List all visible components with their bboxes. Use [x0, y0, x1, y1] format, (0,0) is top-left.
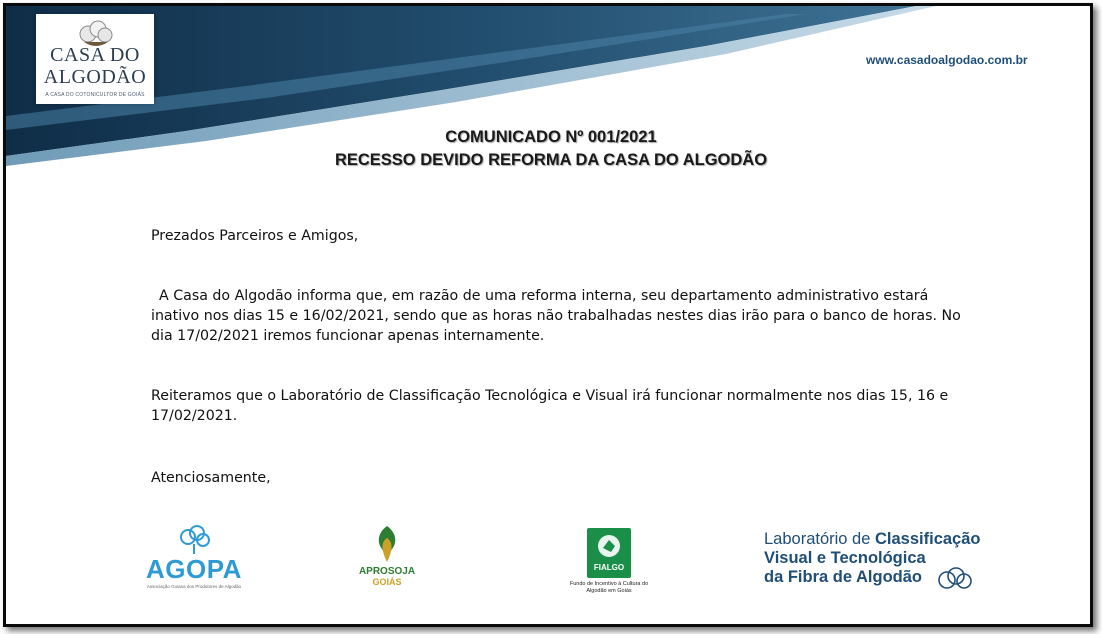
agopa-logo: [144, 524, 244, 596]
aprosoja-leaf-icon: [372, 524, 402, 564]
aprosoja-logo: [342, 520, 432, 596]
agopa-subtitle: Associação Goiana dos Produtores de Algodão: [146, 584, 242, 589]
casa-do-algodao-logo: [36, 14, 154, 104]
fialgo-subtitle: Fundo de Incentivo à Cultura do Algodão em Goiás: [569, 581, 649, 594]
notice-frame: [3, 3, 1093, 627]
aprosoja-state: GOIÁS: [372, 577, 402, 587]
lab-line2: Visual e Tecnológica: [764, 549, 926, 567]
paragraph-laboratory: Reiteramos que o Laboratório de Classificação Tecnológica e Visual irá funcionar normalmente nos dias 15, 16 e 17/02/2021.: [151, 388, 949, 424]
fialgo-badge: [587, 528, 631, 578]
aprosoja-name: APROSOJA: [358, 566, 416, 577]
notice-title-block: [6, 126, 1093, 172]
agopa-cotton-icon: [176, 524, 212, 554]
paragraph-recess: A Casa do Algodão informa que, em razão de uma reforma interna, seu departamento administrativo estará inativo nos dias 15 e 16/02/2021, sendo que as horas não trabalhadas nestes dias irão para o banco de horas. No dia 17/02/2021 iremos funcionar apenas internamente.: [151, 288, 961, 344]
fialgo-name: FIALGO: [593, 563, 625, 572]
logo-tagline: A CASA DO COTONICULTOR DE GOIÁS: [45, 92, 145, 98]
closing: Atenciosamente,: [151, 470, 271, 486]
agopa-name: AGOPA: [146, 554, 242, 584]
logo-text-line1: CASA DO: [50, 44, 140, 66]
fialgo-logo: [569, 528, 649, 600]
website-url[interactable]: www.casadoalgodao.com.br: [866, 53, 1028, 67]
lab-line1-a: Laboratório de: [764, 530, 875, 548]
laboratory-logo: [764, 530, 1014, 594]
notice-subtitle: RECESSO DEVIDO REFORMA DA CASA DO ALGODÃO: [334, 151, 768, 169]
notice-title: COMUNICADO Nº 001/2021: [445, 128, 657, 146]
lab-cotton-icon: [934, 566, 976, 594]
lab-line1-b: Classificação: [875, 530, 981, 548]
greeting: Prezados Parceiros e Amigos,: [151, 228, 359, 244]
logo-text-line2: ALGODÃO: [43, 66, 147, 88]
fialgo-map-icon: [595, 532, 623, 560]
lab-line3: da Fibra de Algodão: [764, 568, 922, 586]
